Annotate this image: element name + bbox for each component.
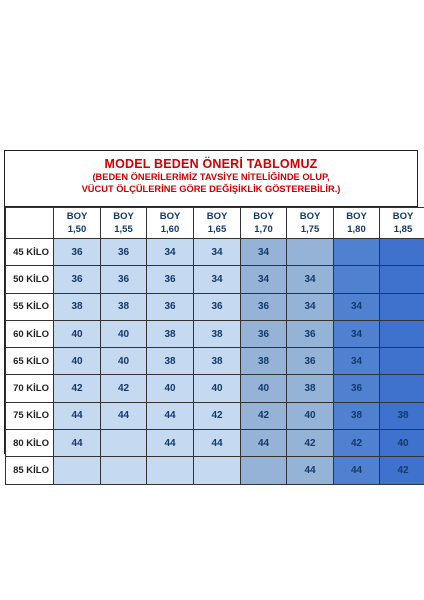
table-cell: 40 xyxy=(380,430,424,457)
column-label: BOY xyxy=(66,211,88,222)
table-cell: 42 xyxy=(287,430,334,457)
table-cell: 36 xyxy=(54,239,101,266)
corner-cell xyxy=(6,208,54,239)
table-cell: 44 xyxy=(54,430,101,457)
column-header xyxy=(54,208,101,239)
column-label: BOY xyxy=(346,211,367,222)
table-row xyxy=(6,457,424,484)
table-cell xyxy=(287,239,334,266)
column-value: 1,85 xyxy=(393,224,413,235)
row-header: 75 KİLO xyxy=(6,402,54,429)
table-cell: 36 xyxy=(287,348,334,375)
table-cell: 34 xyxy=(334,320,380,347)
column-label: BOY xyxy=(113,211,134,222)
table-cell: 36 xyxy=(147,293,194,320)
table-cell: 44 xyxy=(334,457,380,484)
column-label: BOY xyxy=(206,211,228,222)
row-header: 55 KİLO xyxy=(6,293,54,320)
table-cell: 44 xyxy=(147,402,194,429)
table-cell: 34 xyxy=(194,266,241,293)
table-cell: 38 xyxy=(101,293,147,320)
table-cell: 36 xyxy=(241,320,287,347)
table-cell: 34 xyxy=(287,293,334,320)
table-cell: 36 xyxy=(241,293,287,320)
table-row xyxy=(6,402,424,429)
table-cell xyxy=(54,457,101,484)
table-cell: 42 xyxy=(241,402,287,429)
table-cell: 40 xyxy=(194,375,241,402)
table-cell: 36 xyxy=(101,266,147,293)
table-cell: 44 xyxy=(194,430,241,457)
column-label: BOY xyxy=(253,211,274,222)
table-cell xyxy=(241,457,287,484)
table-cell: 38 xyxy=(147,348,194,375)
table-cell: 36 xyxy=(334,375,380,402)
column-value: 1,50 xyxy=(67,224,87,235)
table-cell: 40 xyxy=(54,348,101,375)
column-value: 1,75 xyxy=(300,224,320,235)
table-cell xyxy=(380,239,424,266)
table-cell: 34 xyxy=(334,348,380,375)
table-cell: 44 xyxy=(54,402,101,429)
column-label: BOY xyxy=(159,211,181,222)
table-cell: 36 xyxy=(101,239,147,266)
column-header xyxy=(380,208,424,239)
table-cell: 40 xyxy=(287,402,334,429)
table-cell xyxy=(147,457,194,484)
row-header: 70 KİLO xyxy=(6,375,54,402)
table-cell: 34 xyxy=(334,293,380,320)
column-value: 1,55 xyxy=(114,224,133,235)
column-header xyxy=(194,208,241,239)
table-row xyxy=(6,239,424,266)
table-cell xyxy=(380,348,424,375)
table-cell: 36 xyxy=(147,266,194,293)
row-header: 80 KİLO xyxy=(6,430,54,457)
table-row xyxy=(6,375,424,402)
table-cell xyxy=(101,430,147,457)
table-cell: 42 xyxy=(54,375,101,402)
row-header: 50 KİLO xyxy=(6,266,54,293)
table-cell: 44 xyxy=(241,430,287,457)
table-cell: 40 xyxy=(101,320,147,347)
column-header xyxy=(334,208,380,239)
table-cell xyxy=(334,266,380,293)
table-cell: 40 xyxy=(54,320,101,347)
column-header xyxy=(241,208,287,239)
row-header: 45 KİLO xyxy=(6,239,54,266)
table-cell: 40 xyxy=(241,375,287,402)
table-cell: 34 xyxy=(147,239,194,266)
table-cell xyxy=(380,293,424,320)
table-row xyxy=(6,348,424,375)
table-cell: 38 xyxy=(147,320,194,347)
chart-subtitle-line2: VÜCUT ÖLÇÜLERİNE GÖRE DEĞİŞİKLİK GÖSTEREBİLİR.) xyxy=(81,184,341,194)
table-row xyxy=(6,320,424,347)
column-value: 1,80 xyxy=(347,224,366,235)
table-cell: 44 xyxy=(287,457,334,484)
table-cell: 42 xyxy=(380,457,424,484)
table-cell xyxy=(194,457,241,484)
table-cell: 36 xyxy=(287,320,334,347)
table-cell: 36 xyxy=(54,266,101,293)
table-cell: 42 xyxy=(334,430,380,457)
column-header xyxy=(287,208,334,239)
table-cell: 44 xyxy=(101,402,147,429)
table-cell: 44 xyxy=(147,430,194,457)
table-cell xyxy=(334,239,380,266)
table-row xyxy=(6,266,424,293)
row-header: 85 KİLO xyxy=(6,457,54,484)
table-cell: 42 xyxy=(194,402,241,429)
table-cell: 40 xyxy=(101,348,147,375)
chart-subtitle-line1: (BEDEN ÖNERİLERİMİZ TAVSİYE NİTELİĞİNDE OLUP, xyxy=(92,172,330,182)
table-cell xyxy=(380,375,424,402)
table-cell: 34 xyxy=(241,239,287,266)
table-cell: 34 xyxy=(241,266,287,293)
table-cell: 38 xyxy=(194,320,241,347)
table-cell: 38 xyxy=(54,293,101,320)
table-cell: 42 xyxy=(101,375,147,402)
row-header: 60 KİLO xyxy=(6,320,54,347)
table-cell: 38 xyxy=(241,348,287,375)
table-cell: 36 xyxy=(194,293,241,320)
row-header: 65 KİLO xyxy=(6,348,54,375)
size-table xyxy=(5,207,424,485)
column-header xyxy=(101,208,147,239)
table-row xyxy=(6,293,424,320)
chart-title: MODEL BEDEN ÖNERİ TABLOMUZ xyxy=(104,157,318,171)
title-block xyxy=(5,151,417,207)
table-cell: 34 xyxy=(194,239,241,266)
table-body xyxy=(6,239,424,485)
table-cell: 38 xyxy=(287,375,334,402)
table-cell xyxy=(380,320,424,347)
column-value: 1,70 xyxy=(254,224,273,235)
column-label: BOY xyxy=(299,211,321,222)
table-cell: 38 xyxy=(334,402,380,429)
size-chart xyxy=(4,150,418,477)
column-value: 1,60 xyxy=(160,224,180,235)
table-cell xyxy=(380,266,424,293)
table-cell: 40 xyxy=(147,375,194,402)
header-row xyxy=(6,208,424,239)
column-label: BOY xyxy=(392,211,414,222)
table-cell: 34 xyxy=(287,266,334,293)
column-value: 1,65 xyxy=(207,224,227,235)
table-cell: 38 xyxy=(194,348,241,375)
table-cell xyxy=(101,457,147,484)
column-header xyxy=(147,208,194,239)
table-row xyxy=(6,430,424,457)
table-cell: 38 xyxy=(380,402,424,429)
